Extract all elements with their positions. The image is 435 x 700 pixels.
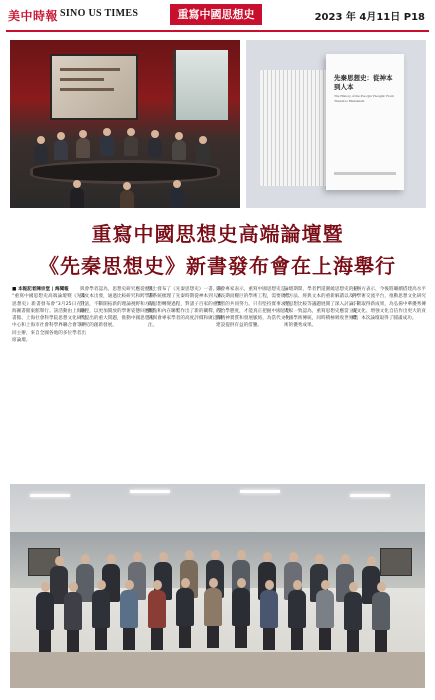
article-column (216, 286, 290, 476)
article-column (148, 286, 222, 476)
column-text: “重寫中國思想史高端論壇暨《先秦思想史》新書發布會”3月25日在上海圖書館東館舉行。該活動由上海圖書館、上海社會科學院思想文化研究中心和上海市社會科學界聯合會等共同主辦，來自全國各地的多位學者出席論壇。 (12, 294, 86, 344)
window (173, 50, 228, 120)
projector-screen (50, 54, 138, 120)
headline-line-1: 重寫中國思想史高端論壇暨 (91, 222, 344, 246)
column-text: 論壇期間，學者們還圍繞思想史的研究方法、經典文本的重新解讀以及中西思想比較等議題展開了深入討論。大家一致認為，重寫思想史應當立足中國學術傳統，同時積極吸收世界學術的優秀成果。 (284, 287, 358, 329)
article-column (12, 286, 86, 476)
byline: ■ 本報記者陳宗堂 | 海聞報 (12, 287, 69, 292)
column-text: 與會學者認為，思想史研究應從歷史與文本出發，通過比較研究和跨學科對話，不斷開拓新的理論視野和方法路徑，以更加開放的學術姿態回應時代提出的重大問題，推動中國思想史研究的創新發展。 (80, 287, 154, 329)
section-label: 重寫中國思想史 (170, 4, 262, 25)
book-subtitle: The History of the Pre-Qin Thought: From Theism to Humanism (334, 94, 394, 103)
book-title: 先秦思想史：從神本到人本 (334, 74, 393, 91)
conference-table (30, 160, 220, 184)
column-text: 會上發布了《先秦思想史》一書。該書系統梳理了先秦時期從神本到人本的思想轉變過程，對諸子百家的重要觀點和內在聯繫作出了新的闡釋，受到與會專家學者的高度評價和廣泛關注。 (148, 287, 222, 329)
article-column (80, 286, 154, 476)
meeting-photo (10, 40, 240, 208)
book-stack (260, 70, 330, 186)
masthead (0, 0, 435, 30)
group-photo (10, 484, 425, 688)
column-text: 主辦方表示，今後將繼續搭建高水平的學術交流平台，推動思想文化研究不斷取得新成果，為弘揚中華優秀傳統文化、增強文化自信作出更大的貢獻。本次論壇取得了圓滿成功。 (352, 287, 426, 322)
article-body (12, 286, 424, 476)
book-photo (246, 40, 426, 208)
article-column (284, 286, 358, 476)
book-cover (326, 54, 404, 190)
brand-logo-cn: 美中時報 (8, 9, 59, 23)
column-text: 與會專家表示，重寫中國思想史是一項長期而艱巨的學術工程，需要幾代學者的共同努力。只有堅持實事求是的治學態度，才能真正把握中國思想的精神實質和發展脈絡，為當代文化建設提供有益的借鑒。 (216, 287, 290, 329)
masthead-rule (6, 30, 429, 32)
article-column (352, 286, 426, 476)
issue-date: 2023 年 4月11日 P18 (314, 12, 425, 23)
floor (10, 652, 425, 688)
brand-logo-en: SINO US TIMES (60, 8, 139, 19)
headline-line-2: 《先秦思想史》新書發布會在上海舉行 (39, 254, 396, 278)
